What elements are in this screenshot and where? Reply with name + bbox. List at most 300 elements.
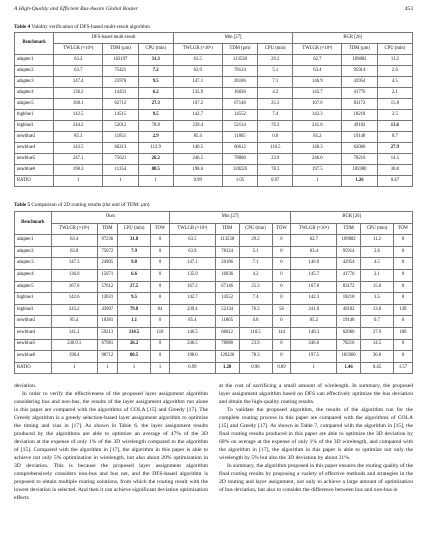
benchmark-name: adaptec5 <box>15 99 54 110</box>
table-cell: 78216 <box>342 154 377 165</box>
ratio-cell: 0.99 <box>169 362 215 374</box>
table-cell: 63.8 <box>51 246 97 258</box>
table-cell: 41776 <box>342 88 377 99</box>
body-paragraph: at the cost of sacrificing a small amount of wirelength. In summary, the proposed layer assignment algorithm based on DFS can effectively optimize the bus deviation and obtain the high-quality routing results. <box>219 383 413 405</box>
table5-caption <box>14 202 150 208</box>
table-cell: 52012 <box>103 121 138 132</box>
ratio-cell: 0.89 <box>272 362 291 374</box>
table-cell: 85.2 <box>293 132 342 143</box>
table-cell: 0 <box>393 246 412 258</box>
table-cell: 0.7 <box>360 316 393 328</box>
column-header: TWLGR (×10⁵) <box>173 44 222 55</box>
table-cell: 5.1 <box>239 246 272 258</box>
table-cell: 97236 <box>97 235 117 247</box>
ratio-cell: 1.26 <box>342 176 377 187</box>
table-cell: 83172 <box>342 99 377 110</box>
table-cell: 167.2 <box>173 99 222 110</box>
table-cell: 0.8 <box>239 316 272 328</box>
table-cell: 18218 <box>337 293 361 305</box>
table-cell: 0 <box>393 281 412 293</box>
table-cell: 198.6 <box>169 351 215 363</box>
ratio-cell: 1 <box>51 362 97 374</box>
ratio-cell: 1.20 <box>215 362 239 374</box>
ratio-cell: 1 <box>97 362 117 374</box>
ratio-cell: 1.57 <box>393 362 412 374</box>
table-cell: 1.1 <box>118 316 151 328</box>
table-cell: 62712 <box>103 99 138 110</box>
group-header: DFS-based multi-result <box>54 33 174 44</box>
ratio-row <box>15 176 413 187</box>
table-row <box>15 246 413 258</box>
table-cell: 56 <box>272 304 291 316</box>
benchmark-name: bigblue3 <box>15 121 54 132</box>
column-header: TWLGR (×10⁵) <box>293 44 342 55</box>
table-cell: 62.7 <box>293 55 342 66</box>
body-paragraph: deviation. <box>14 383 37 389</box>
table-cell: 112.9 <box>138 143 173 154</box>
table-cell: 0 <box>151 339 170 351</box>
benchmark-name: bigblue1 <box>15 110 54 121</box>
table4-caption-text: Validity verification of DFS-based multi-result algorithm <box>31 24 150 30</box>
table-cell: 142.5 <box>54 110 103 121</box>
column-header: TWLGR (×10⁵) <box>169 223 215 235</box>
table-row <box>15 351 413 363</box>
table-cell: 142.7 <box>173 110 222 121</box>
table-cell: 239.4 <box>169 304 215 316</box>
table5 <box>14 211 413 374</box>
table-cell: 10381 <box>97 316 117 328</box>
table-cell: 18218 <box>342 110 377 121</box>
table-row <box>15 235 413 247</box>
table-cell: 11865 <box>215 316 239 328</box>
group-header: Min [27] <box>169 212 290 224</box>
table-cell: 185900 <box>342 165 377 176</box>
column-header: TOW <box>151 223 170 235</box>
benchmark-name: adaptec1 <box>15 235 52 247</box>
table-cell: 67146 <box>222 99 257 110</box>
table-cell: 0 <box>272 269 291 281</box>
benchmark-header: Benchmark <box>15 212 52 235</box>
benchmark-name: adaptec4 <box>15 88 54 99</box>
table-cell: 85.4 <box>169 316 215 328</box>
benchmark-name: newblue5 <box>15 154 54 165</box>
column-header: TDM (μm) <box>103 44 138 55</box>
table-row <box>15 316 413 328</box>
table-cell: 67146 <box>215 281 239 293</box>
table-cell: 62060 <box>337 327 361 339</box>
benchmark-name: adaptec4 <box>15 269 52 281</box>
table-row <box>15 55 413 66</box>
table-cell: 246.5 <box>173 154 222 165</box>
table-cell: 63.5 <box>173 55 222 66</box>
table-cell: 78124 <box>222 66 257 77</box>
table-cell: 4.5 <box>377 77 412 88</box>
table-cell: 63.4 <box>293 66 342 77</box>
table-row <box>15 143 413 154</box>
body-column-left <box>14 382 208 550</box>
table-cell: 0 <box>393 293 412 305</box>
table-cell: 14552 <box>222 110 257 121</box>
column-header: TWLGR (×10⁵) <box>54 44 103 55</box>
ratio-cell: 1.05 <box>222 176 257 187</box>
body-paragraph: In order to verify the effectiveness of the proposed layer assignment algorithm considering bus and non-bus, the results of the layer assignment algorithm run alone in this paper are compared with the algorithms of COLA [15] and Greedy [17]. The Greedy algorithm is a greedy selection-based layer assignment algorithm to optimize the timing and vias in [17]. As shown in Table 6, the layer assignment results produced by the algorithms are able to optimize an average of 47% of the 3D deviation at the expense of only 1% of the 3D wirelength compared to the algorithm of [15]. Compared with the algorithm in [17], the algorithm in this paper is able to achieve not only 5% optimization in wirelength, but also about 20% optimization in 3D deviation. This is because the proposed layer assignment algorithm comprehensively considers non-bus and bus net, and the DFS-based algorithm is proposed to obtain multiple routing solutions, from which the routing result with the lowest deviation is selected. And then it can achieve significant deviation optimization effects <box>14 391 208 501</box>
table5-caption-label: Table 5 <box>14 202 31 208</box>
table-cell: 62.7 <box>291 235 337 247</box>
table-cell: 198.4 <box>51 351 97 363</box>
table-cell: 24905 <box>97 258 117 270</box>
table-cell: 0 <box>393 351 412 363</box>
table-cell: 78080 <box>215 339 239 351</box>
table-cell: 241.6 <box>291 304 337 316</box>
table-cell: 63.9 <box>169 246 215 258</box>
table-cell: 42954 <box>337 258 361 270</box>
table-cell: 19148 <box>342 132 377 143</box>
ratio-cell: 0.45 <box>360 362 393 374</box>
ratio-cell: 1 <box>54 176 103 187</box>
table-cell: 23.9 <box>258 154 293 165</box>
table-cell: 180 <box>393 327 412 339</box>
table-cell: 76.3 <box>258 121 293 132</box>
table-cell: 135.9 <box>173 88 222 99</box>
table-cell: 83172 <box>337 281 361 293</box>
table-row <box>15 293 413 305</box>
table-cell: 30.8 <box>377 165 412 176</box>
table-cell: 110.5 <box>239 327 272 339</box>
table-row <box>15 132 413 143</box>
table-cell: 42954 <box>342 77 377 88</box>
table-cell: 146.9 <box>291 258 337 270</box>
benchmark-header: Benchmark <box>15 33 54 55</box>
table-cell: 15.8 <box>377 99 412 110</box>
table-cell: 52134 <box>215 304 239 316</box>
column-header: TOW <box>393 223 412 235</box>
table-cell: 31.8 <box>118 235 151 247</box>
table-cell: 13.6 <box>377 121 412 132</box>
table-cell: 0 <box>151 293 170 305</box>
table-cell: 14.5 <box>377 154 412 165</box>
table-cell: 145.7 <box>291 269 337 281</box>
table-cell: 66213 <box>103 143 138 154</box>
table-cell: 198.3 <box>54 165 103 176</box>
table-cell: 143.5 <box>54 143 103 154</box>
table-cell: 66612 <box>215 327 239 339</box>
table-cell: 0 <box>272 339 291 351</box>
table-cell: 185900 <box>337 351 361 363</box>
table-row <box>15 327 413 339</box>
table-cell: 75621 <box>103 154 138 165</box>
table-cell: 49182 <box>337 304 361 316</box>
ratio-cell: 1 <box>293 176 342 187</box>
ratio-cell: 1 <box>138 176 173 187</box>
table-row <box>15 121 413 132</box>
benchmark-name: newblue4 <box>15 327 52 339</box>
table-cell: 2.9 <box>138 132 173 143</box>
table-cell: 25976 <box>103 77 138 88</box>
table-cell: 0 <box>272 246 291 258</box>
table-cell: 30.8 <box>360 351 393 363</box>
table-cell: 67981 <box>97 339 117 351</box>
table-cell: 63.4 <box>291 246 337 258</box>
table-cell: 27.5 <box>118 281 151 293</box>
table-cell: 168.1 <box>54 99 103 110</box>
column-header: CPU (min) <box>360 223 393 235</box>
table4-caption <box>14 24 150 30</box>
column-header: TOW <box>272 223 291 235</box>
table-cell: 0 <box>272 316 291 328</box>
table-row <box>15 165 413 176</box>
table-cell: 78124 <box>215 246 239 258</box>
table-cell: 9.5 <box>118 293 151 305</box>
table-cell: 246.0 <box>293 154 342 165</box>
table4 <box>14 32 413 187</box>
table-cell: 11865 <box>222 132 257 143</box>
table5-caption-text: Comparison of 2D routing results (the unit of TDM: μm) <box>31 202 150 208</box>
table-cell: 147.4 <box>54 77 103 88</box>
table-cell: 2.1 <box>360 269 393 281</box>
table-cell: 5.1 <box>258 66 293 77</box>
ratio-cell: 0.99 <box>173 176 222 187</box>
table-cell: 7.4 <box>258 110 293 121</box>
table-cell: 78.3 <box>239 351 272 363</box>
table-cell: 198.6 <box>173 165 222 176</box>
table-cell: 3.5 <box>360 293 393 305</box>
table-cell: 19148 <box>337 316 361 328</box>
table-cell: 16036 <box>215 269 239 281</box>
table-cell: 135.9 <box>169 269 215 281</box>
table-cell: 145.7 <box>293 88 342 99</box>
table-cell: 7.9 <box>118 246 151 258</box>
table-row <box>15 77 413 88</box>
table-cell: 147.3 <box>51 258 97 270</box>
table-cell: 6.6 <box>118 269 151 281</box>
table-row <box>15 281 413 293</box>
table-cell: 142.7 <box>169 293 215 305</box>
table-cell: 63.9 <box>173 66 222 77</box>
table-cell: 4.5 <box>360 258 393 270</box>
table-row <box>15 110 413 121</box>
table-cell: 0 <box>272 281 291 293</box>
benchmark-name: newblue2 <box>15 316 52 328</box>
table-row <box>15 269 413 281</box>
table-cell: 0 <box>272 235 291 247</box>
benchmark-name: adaptec1 <box>15 55 54 66</box>
table-cell: 27.9 <box>360 327 393 339</box>
table-cell: 114.5 <box>118 327 151 339</box>
table-cell: 95914 <box>342 66 377 77</box>
table-cell: 241.6 <box>293 121 342 132</box>
table-cell: 113538 <box>222 55 257 66</box>
table-cell: 2.6 <box>360 246 393 258</box>
table-cell: 247.1 <box>54 154 103 165</box>
table-cell: 85.2 <box>291 316 337 328</box>
running-title: A High-Quality and Efficient Bus-Aware Global Router <box>14 6 138 12</box>
table-cell: 63.7 <box>54 66 103 77</box>
table-cell: 78216 <box>337 339 361 351</box>
column-header: TDM (μm) <box>342 44 377 55</box>
table-cell: 15671 <box>97 269 117 281</box>
benchmark-name: newblue6 <box>15 165 54 176</box>
table-cell: 16036 <box>222 88 257 99</box>
table-cell: 31.3 <box>138 55 173 66</box>
table-cell: 0 <box>151 246 170 258</box>
table-cell: 59213 <box>97 327 117 339</box>
table-cell: 78.8 <box>138 121 173 132</box>
benchmark-name: bigblue1 <box>15 293 52 305</box>
table-cell: 0 <box>272 258 291 270</box>
table-cell: 15.8 <box>360 281 393 293</box>
benchmark-name: newblue2 <box>15 132 54 143</box>
table-cell: 0 <box>151 281 170 293</box>
table-cell: 13.6 <box>360 304 393 316</box>
group-header: BGR [26] <box>293 33 413 44</box>
benchmark-name: adaptec5 <box>15 281 52 293</box>
table-cell: 138 <box>393 304 412 316</box>
table-cell: 0 <box>272 351 291 363</box>
table-cell: 197.5 <box>291 351 337 363</box>
table-cell: 0 <box>151 351 170 363</box>
table-cell: 0 <box>151 235 170 247</box>
table-cell: 2.1 <box>377 88 412 99</box>
table-cell: 76.3 <box>239 304 272 316</box>
table-cell: 0 <box>393 316 412 328</box>
table-cell: 0 <box>151 316 170 328</box>
table-cell: 246.5 <box>169 339 215 351</box>
table-cell: 7.4 <box>239 293 272 305</box>
table-cell: 4.2 <box>258 88 293 99</box>
group-header: BGR [26] <box>291 212 413 224</box>
ratio-row <box>15 362 413 374</box>
table-cell: 2.6 <box>377 66 412 77</box>
column-header: CPU (min) <box>138 44 173 55</box>
table-cell: 78080 <box>222 154 257 165</box>
column-header: TDM <box>215 223 239 235</box>
table-cell: 120226 <box>215 351 239 363</box>
table-cell: 26186 <box>215 258 239 270</box>
table-cell: 14552 <box>215 293 239 305</box>
page-header <box>14 6 413 16</box>
table-row <box>15 66 413 77</box>
table-cell: 98712 <box>97 351 117 363</box>
table-cell: 246.9.1 <box>51 339 97 351</box>
ratio-label: RATIO <box>15 176 54 187</box>
table-cell: 57612 <box>97 281 117 293</box>
table-cell: 14431 <box>103 88 138 99</box>
table-cell: 7.1 <box>239 258 272 270</box>
table-cell: 6.2 <box>138 88 173 99</box>
column-header: TWLGR (×10⁵) <box>51 223 97 235</box>
table-cell: 80.5 <box>118 351 151 363</box>
table-cell: 110.5 <box>258 143 293 154</box>
ratio-cell: 1 <box>151 362 170 374</box>
table-cell: 141.2 <box>51 327 97 339</box>
table-cell: 146.9 <box>293 77 342 88</box>
table-cell: 167.6 <box>51 281 97 293</box>
table-cell: 0.7 <box>377 132 412 143</box>
table-cell: 239.4 <box>173 121 222 132</box>
table-cell: 0.8 <box>258 132 293 143</box>
table-cell: 9.5 <box>138 110 173 121</box>
table-cell: 9.5 <box>138 77 173 88</box>
page-number: 453 <box>404 6 413 12</box>
table-cell: 0 <box>393 339 412 351</box>
table-cell: 142.3 <box>291 293 337 305</box>
benchmark-name: newblue6 <box>15 351 52 363</box>
table-cell: 144 <box>272 327 291 339</box>
table-cell: 27.3 <box>138 99 173 110</box>
table-cell: 85.4 <box>51 316 97 328</box>
table-cell: 147.1 <box>173 77 222 88</box>
table-cell: 3.5 <box>377 110 412 121</box>
table-cell: 12031 <box>97 293 117 305</box>
table-row <box>15 339 413 351</box>
table-cell: 14.5 <box>360 339 393 351</box>
table-cell: 66612 <box>222 143 257 154</box>
table-cell: 102197 <box>103 55 138 66</box>
table-cell: 113538 <box>215 235 239 247</box>
table-cell: 0 <box>393 269 412 281</box>
table-cell: 85.4 <box>173 132 222 143</box>
table-cell: 26186 <box>222 77 257 88</box>
table-cell: 167.2 <box>169 281 215 293</box>
table-cell: 140.3 <box>291 327 337 339</box>
group-header: Ours <box>51 212 169 224</box>
table-row <box>15 258 413 270</box>
table-cell: 78.3 <box>258 165 293 176</box>
column-header: CPU (min) <box>239 223 272 235</box>
table-cell: 0 <box>272 293 291 305</box>
table-cell: 109882 <box>342 55 377 66</box>
table-cell: 246.0 <box>291 339 337 351</box>
ratio-cell: 1 <box>103 176 138 187</box>
table-cell: 244.2 <box>54 121 103 132</box>
table-cell: 43907 <box>97 304 117 316</box>
table-cell: 7.1 <box>258 77 293 88</box>
body-paragraph: In summary, the algorithm proposed in this paper ensures the routing quality of the final routing results by proposing a variety of effective methods and strategies in the 2D routing and layer assignment, not only to achieve a large amount of optimization of bus deviation, but also to consider the difference between bus and non-bus in <box>219 463 413 493</box>
table-cell: 136.0 <box>51 269 97 281</box>
benchmark-name: adaptec3 <box>15 77 54 88</box>
table-cell: 25.3 <box>239 281 272 293</box>
table-cell: 11851 <box>103 132 138 143</box>
table-cell: 84 <box>151 304 170 316</box>
table-cell: 62060 <box>342 143 377 154</box>
column-header: CPU (min) <box>258 44 293 55</box>
table-cell: 7.2 <box>138 66 173 77</box>
table-cell: 63.2 <box>54 55 103 66</box>
table-row <box>15 304 413 316</box>
ratio-cell: 1 <box>118 362 151 374</box>
column-header: TDM <box>337 223 361 235</box>
table-cell: 0 <box>151 269 170 281</box>
table-cell: 80.5 <box>138 165 173 176</box>
table-cell: 0 <box>151 258 170 270</box>
benchmark-name: adaptec3 <box>15 258 52 270</box>
table-cell: 75672 <box>97 246 117 258</box>
ratio-cell: 0.96 <box>239 362 272 374</box>
table-cell: 167.0 <box>291 281 337 293</box>
table-cell: 11.2 <box>360 235 393 247</box>
table-cell: 52134 <box>222 121 257 132</box>
body-paragraph: To validate the proposed algorithm, the results of the algorithm run for the complete routing process in this paper are compared with the algorithms of COLA [15] and Greedy [17]. As shown in Table 7, compared with the algorithm in [15], the final routing results produced in this paper are able to optimize the 3D deviation by 60% on average at the expense of only 1% of the 3D wirelength, and compared with the algorithm in [17], the algorithm in this paper is able to optimize not only the wirelength by 5% but also the 3D deviation by about 31%. <box>219 407 413 461</box>
table-cell: 136.2 <box>54 88 103 99</box>
table4-caption-label: Table 4 <box>14 24 31 30</box>
table-cell: 75421 <box>103 66 138 77</box>
table-cell: 197.5 <box>293 165 342 176</box>
benchmark-name: newblue4 <box>15 143 54 154</box>
table-cell: 140.3 <box>293 143 342 154</box>
column-header: TDM <box>97 223 117 235</box>
table-cell: 109882 <box>337 235 361 247</box>
table-cell: 95914 <box>337 246 361 258</box>
